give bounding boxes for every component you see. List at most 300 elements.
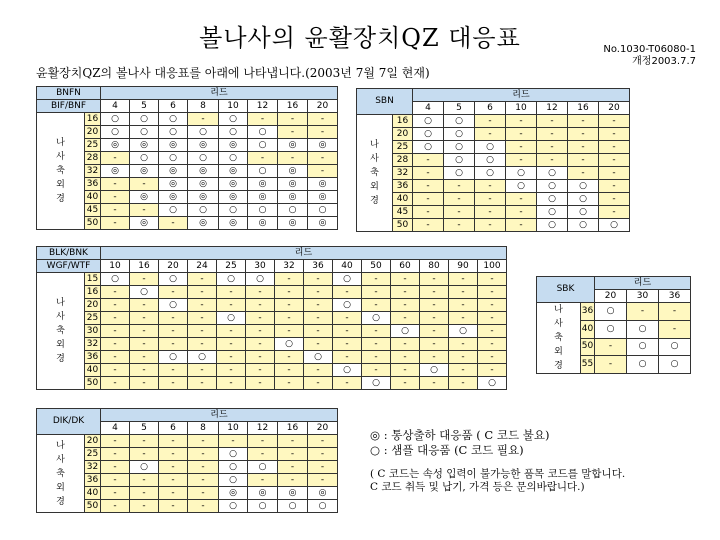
- shaft-diameter-char: 외: [56, 482, 65, 493]
- availability-cell: -: [333, 286, 362, 299]
- availability-cell: -: [444, 219, 475, 232]
- availability-cell: -: [537, 115, 568, 128]
- shaft-diameter-label: [37, 113, 85, 230]
- diameter-value: 16: [85, 113, 101, 126]
- availability-cell: -: [130, 178, 159, 191]
- availability-cell: -: [308, 435, 338, 448]
- availability-cell: -: [308, 165, 338, 178]
- availability-cell: ○: [188, 204, 219, 217]
- availability-cell: ○: [568, 193, 599, 206]
- diameter-value: 40: [85, 487, 101, 500]
- availability-cell: ○: [537, 180, 568, 193]
- table-row: [37, 435, 338, 448]
- availability-cell: -: [444, 180, 475, 193]
- availability-cell: -: [568, 128, 599, 141]
- table-blk: [36, 246, 507, 390]
- availability-cell: -: [362, 351, 391, 364]
- availability-cell: ○: [219, 113, 248, 126]
- availability-cell: -: [304, 364, 333, 377]
- availability-cell: ○: [304, 351, 333, 364]
- availability-cell: ◎: [188, 165, 219, 178]
- table-row: [357, 206, 630, 219]
- availability-cell: ○: [219, 126, 248, 139]
- lead-value: 100: [478, 260, 507, 273]
- revision-date: 개정2003.7.7: [632, 56, 696, 67]
- availability-cell: ○: [413, 128, 444, 141]
- availability-cell: ○: [101, 273, 130, 286]
- availability-cell: -: [101, 448, 130, 461]
- availability-cell: -: [246, 351, 275, 364]
- availability-cell: -: [101, 364, 130, 377]
- lead-value: 4: [101, 100, 130, 113]
- availability-cell: -: [420, 351, 449, 364]
- availability-cell: -: [444, 193, 475, 206]
- availability-cell: -: [478, 338, 507, 351]
- availability-cell: -: [217, 338, 246, 351]
- availability-cell: ○: [362, 377, 391, 390]
- availability-cell: ○: [391, 325, 420, 338]
- table-row: [37, 312, 507, 325]
- availability-cell: ○: [506, 167, 537, 180]
- shaft-diameter-char: 나: [554, 305, 563, 315]
- availability-cell: -: [478, 364, 507, 377]
- availability-cell: -: [537, 141, 568, 154]
- availability-cell: -: [101, 474, 130, 487]
- availability-cell: ○: [278, 500, 308, 513]
- availability-cell: ○: [248, 165, 278, 178]
- availability-cell: -: [159, 500, 188, 513]
- availability-cell: ◎: [308, 178, 338, 191]
- diameter-value: 16: [85, 286, 101, 299]
- diameter-value: 25: [85, 139, 101, 152]
- availability-cell: -: [188, 435, 219, 448]
- availability-cell: ◎: [130, 217, 159, 230]
- availability-cell: -: [219, 435, 248, 448]
- availability-cell: ○: [130, 461, 159, 474]
- availability-cell: ○: [248, 139, 278, 152]
- availability-cell: -: [188, 487, 219, 500]
- availability-cell: ○: [537, 219, 568, 232]
- lead-value: 6: [159, 100, 188, 113]
- availability-cell: -: [449, 312, 478, 325]
- availability-cell: -: [506, 141, 537, 154]
- shaft-diameter-char: 축: [56, 326, 65, 336]
- availability-cell: -: [506, 154, 537, 167]
- availability-cell: -: [420, 377, 449, 390]
- availability-cell: ◎: [278, 487, 308, 500]
- lead-value: 40: [333, 260, 362, 273]
- shaft-diameter-char: 축: [370, 168, 379, 178]
- availability-cell: -: [475, 193, 506, 206]
- availability-cell: -: [278, 435, 308, 448]
- lead-value: 80: [420, 260, 449, 273]
- lead-value: 8: [188, 100, 219, 113]
- availability-cell: -: [188, 273, 217, 286]
- shaft-diameter-char: 나: [56, 298, 65, 308]
- availability-cell: ○: [130, 113, 159, 126]
- lead-header: 리드: [101, 247, 507, 260]
- availability-cell: -: [101, 500, 130, 513]
- shaft-diameter-char: 사: [554, 319, 563, 329]
- availability-cell: -: [391, 377, 420, 390]
- diameter-value: 45: [393, 206, 413, 219]
- availability-cell: ○: [217, 312, 246, 325]
- availability-cell: ◎: [219, 139, 248, 152]
- availability-cell: -: [101, 377, 130, 390]
- lead-value: 10: [219, 422, 248, 435]
- availability-cell: ○: [159, 113, 188, 126]
- availability-cell: ○: [278, 204, 308, 217]
- table-row: [37, 351, 507, 364]
- availability-cell: ◎: [101, 165, 130, 178]
- availability-cell: -: [246, 325, 275, 338]
- availability-cell: -: [449, 351, 478, 364]
- availability-cell: -: [275, 364, 304, 377]
- availability-cell: -: [248, 474, 278, 487]
- availability-cell: ○: [308, 204, 338, 217]
- availability-cell: -: [304, 338, 333, 351]
- availability-cell: -: [101, 487, 130, 500]
- availability-cell: -: [101, 435, 130, 448]
- availability-cell: ○: [248, 204, 278, 217]
- diameter-value: 16: [393, 115, 413, 128]
- availability-cell: ○: [537, 193, 568, 206]
- lead-value: 10: [219, 100, 248, 113]
- availability-cell: ○: [219, 500, 248, 513]
- shaft-diameter-text: [37, 136, 84, 206]
- availability-cell: -: [188, 338, 217, 351]
- availability-cell: -: [506, 115, 537, 128]
- availability-cell: ○: [478, 377, 507, 390]
- availability-cell: ◎: [159, 178, 188, 191]
- availability-cell: -: [304, 377, 333, 390]
- availability-cell: -: [159, 377, 188, 390]
- legend: [370, 428, 625, 494]
- availability-cell: -: [659, 303, 691, 321]
- availability-cell: ○: [219, 448, 248, 461]
- availability-cell: ○: [568, 206, 599, 219]
- availability-cell: -: [101, 286, 130, 299]
- shaft-diameter-char: 외: [56, 340, 65, 350]
- lead-value: 5: [444, 102, 475, 115]
- availability-cell: -: [595, 356, 627, 374]
- availability-cell: -: [188, 474, 219, 487]
- availability-cell: -: [130, 435, 159, 448]
- availability-cell: -: [308, 126, 338, 139]
- availability-cell: ○: [219, 461, 248, 474]
- availability-cell: ◎: [159, 191, 188, 204]
- availability-cell: -: [449, 273, 478, 286]
- availability-cell: ○: [219, 204, 248, 217]
- availability-cell: ○: [275, 338, 304, 351]
- availability-cell: -: [449, 377, 478, 390]
- lead-value: 16: [278, 422, 308, 435]
- availability-cell: -: [599, 128, 630, 141]
- shaft-diameter-char: 경: [56, 194, 65, 204]
- availability-cell: -: [188, 299, 217, 312]
- availability-cell: -: [246, 338, 275, 351]
- corner-label: BLK/BNK: [37, 247, 101, 260]
- availability-cell: ○: [130, 152, 159, 165]
- availability-cell: -: [275, 299, 304, 312]
- availability-cell: -: [101, 152, 130, 165]
- page-title: 볼나사의 윤활장치QZ 대응표: [199, 24, 521, 52]
- shaft-diameter-char: 나: [56, 138, 65, 148]
- table-row: [37, 286, 507, 299]
- shaft-diameter-char: 사: [370, 154, 379, 164]
- availability-cell: ○: [659, 338, 691, 356]
- availability-cell: -: [130, 448, 159, 461]
- availability-cell: ○: [659, 356, 691, 374]
- availability-cell: ○: [444, 128, 475, 141]
- doc-no: No.1030-T06080-1: [603, 44, 696, 55]
- availability-cell: -: [568, 115, 599, 128]
- availability-cell: -: [188, 448, 219, 461]
- availability-cell: ○: [568, 219, 599, 232]
- availability-cell: ○: [449, 325, 478, 338]
- availability-cell: -: [217, 299, 246, 312]
- availability-cell: -: [130, 377, 159, 390]
- table-row: [357, 167, 630, 180]
- availability-cell: -: [278, 461, 308, 474]
- availability-cell: -: [275, 273, 304, 286]
- availability-cell: -: [506, 128, 537, 141]
- availability-cell: ○: [444, 167, 475, 180]
- shaft-diameter-char: 나: [56, 440, 65, 451]
- lead-value: 5: [130, 422, 159, 435]
- shaft-diameter-char: 축: [56, 166, 65, 176]
- availability-cell: -: [275, 312, 304, 325]
- availability-cell: -: [159, 448, 188, 461]
- availability-cell: -: [478, 299, 507, 312]
- availability-cell: -: [391, 364, 420, 377]
- availability-cell: ◎: [219, 487, 248, 500]
- availability-cell: ○: [568, 180, 599, 193]
- shaft-diameter-char: 경: [56, 354, 65, 364]
- availability-cell: -: [391, 299, 420, 312]
- availability-cell: ○: [159, 204, 188, 217]
- availability-cell: ○: [595, 320, 627, 338]
- availability-cell: ◎: [278, 139, 308, 152]
- availability-cell: -: [599, 180, 630, 193]
- shaft-diameter-text: [357, 138, 392, 208]
- availability-cell: -: [599, 115, 630, 128]
- availability-cell: -: [101, 312, 130, 325]
- table-row: [537, 303, 691, 321]
- availability-cell: -: [275, 325, 304, 338]
- availability-cell: -: [188, 325, 217, 338]
- availability-cell: -: [304, 273, 333, 286]
- lead-value: 32: [275, 260, 304, 273]
- availability-cell: -: [333, 338, 362, 351]
- availability-cell: -: [568, 154, 599, 167]
- availability-cell: -: [246, 312, 275, 325]
- availability-cell: -: [130, 500, 159, 513]
- availability-cell: ○: [444, 115, 475, 128]
- availability-cell: -: [413, 193, 444, 206]
- lead-value: 20: [159, 260, 188, 273]
- table-row: [357, 115, 630, 128]
- availability-cell: -: [449, 338, 478, 351]
- availability-cell: -: [413, 219, 444, 232]
- availability-cell: -: [599, 206, 630, 219]
- availability-cell: -: [420, 299, 449, 312]
- availability-cell: -: [275, 377, 304, 390]
- availability-cell: ○: [248, 500, 278, 513]
- corner-label: SBK: [537, 277, 595, 303]
- availability-cell: -: [478, 325, 507, 338]
- availability-cell: -: [101, 325, 130, 338]
- availability-cell: -: [130, 351, 159, 364]
- availability-cell: ○: [219, 474, 248, 487]
- availability-cell: -: [188, 364, 217, 377]
- availability-cell: ◎: [248, 487, 278, 500]
- lead-header: 리드: [413, 89, 630, 102]
- lead-value: 20: [308, 422, 338, 435]
- availability-cell: ◎: [278, 178, 308, 191]
- availability-cell: -: [159, 217, 188, 230]
- availability-cell: ◎: [159, 165, 188, 178]
- availability-cell: -: [217, 377, 246, 390]
- availability-cell: ○: [444, 141, 475, 154]
- availability-cell: -: [275, 286, 304, 299]
- availability-cell: -: [333, 312, 362, 325]
- lead-header: 리드: [101, 409, 338, 422]
- diameter-value: 28: [393, 154, 413, 167]
- availability-cell: -: [506, 206, 537, 219]
- shaft-diameter-text: [37, 439, 84, 509]
- availability-cell: ◎: [219, 178, 248, 191]
- shaft-diameter-char: 외: [56, 180, 65, 190]
- corner-label: SBN: [357, 89, 413, 115]
- availability-cell: -: [599, 193, 630, 206]
- lead-value: 36: [659, 290, 691, 303]
- availability-cell: -: [188, 113, 219, 126]
- lead-value: 60: [391, 260, 420, 273]
- availability-cell: -: [188, 461, 219, 474]
- availability-cell: -: [188, 377, 217, 390]
- availability-cell: -: [333, 377, 362, 390]
- availability-cell: -: [101, 461, 130, 474]
- availability-cell: -: [420, 286, 449, 299]
- shaft-diameter-label: [37, 273, 85, 390]
- diameter-value: 25: [393, 141, 413, 154]
- shaft-diameter-label: [357, 115, 393, 232]
- availability-cell: ○: [159, 126, 188, 139]
- availability-cell: -: [159, 338, 188, 351]
- availability-cell: -: [362, 325, 391, 338]
- availability-cell: ○: [246, 273, 275, 286]
- lead-value: 36: [304, 260, 333, 273]
- table-dik: [36, 408, 338, 513]
- availability-cell: -: [159, 325, 188, 338]
- table-row: [357, 154, 630, 167]
- availability-cell: ○: [188, 152, 219, 165]
- availability-cell: -: [420, 273, 449, 286]
- lead-value: 20: [308, 100, 338, 113]
- availability-cell: -: [130, 312, 159, 325]
- lead-value: 10: [506, 102, 537, 115]
- table-row: [357, 193, 630, 206]
- legend-note-line1: ( C 코드는 속성 입력이 불가능한 품목 코드를 말합니다.: [370, 468, 626, 480]
- shaft-diameter-label: [537, 303, 581, 374]
- diameter-value: 50: [85, 377, 101, 390]
- availability-cell: ○: [219, 152, 248, 165]
- availability-cell: -: [506, 193, 537, 206]
- availability-cell: -: [101, 204, 130, 217]
- availability-cell: ◎: [308, 191, 338, 204]
- diameter-value: 32: [393, 167, 413, 180]
- availability-cell: -: [130, 273, 159, 286]
- availability-cell: -: [568, 141, 599, 154]
- lead-value: 20: [599, 102, 630, 115]
- availability-cell: -: [130, 204, 159, 217]
- diameter-value: 36: [85, 178, 101, 191]
- availability-cell: ○: [159, 299, 188, 312]
- availability-cell: -: [101, 217, 130, 230]
- availability-cell: -: [599, 141, 630, 154]
- availability-cell: -: [188, 286, 217, 299]
- availability-cell: -: [420, 338, 449, 351]
- availability-cell: ○: [130, 286, 159, 299]
- legend-standard: ◎ : 통상출하 대응품 ( C 코드 불요): [370, 428, 550, 442]
- availability-cell: -: [659, 320, 691, 338]
- shaft-diameter-char: 외: [370, 182, 379, 192]
- legend-sample: ○ : 샘플 대응품 (C 코드 필요): [370, 443, 524, 457]
- availability-cell: -: [362, 299, 391, 312]
- availability-cell: -: [506, 219, 537, 232]
- diameter-value: 32: [85, 165, 101, 178]
- availability-cell: -: [308, 152, 338, 165]
- availability-cell: -: [475, 128, 506, 141]
- availability-cell: -: [101, 338, 130, 351]
- availability-cell: ◎: [188, 139, 219, 152]
- table-row: [357, 128, 630, 141]
- diameter-value: 25: [85, 448, 101, 461]
- availability-cell: -: [444, 206, 475, 219]
- availability-cell: ◎: [188, 191, 219, 204]
- availability-cell: -: [362, 286, 391, 299]
- availability-cell: -: [362, 338, 391, 351]
- availability-cell: -: [449, 286, 478, 299]
- shaft-diameter-char: 축: [56, 468, 65, 479]
- availability-cell: ◎: [278, 165, 308, 178]
- diameter-value: 50: [581, 338, 595, 356]
- lead-value: 50: [362, 260, 391, 273]
- availability-cell: -: [130, 487, 159, 500]
- availability-cell: -: [362, 364, 391, 377]
- availability-cell: ○: [475, 167, 506, 180]
- availability-cell: -: [304, 299, 333, 312]
- availability-cell: ◎: [130, 139, 159, 152]
- diameter-value: 36: [85, 351, 101, 364]
- availability-cell: -: [413, 206, 444, 219]
- availability-cell: -: [246, 286, 275, 299]
- availability-cell: ○: [217, 273, 246, 286]
- diameter-value: 50: [85, 500, 101, 513]
- availability-cell: ○: [333, 364, 362, 377]
- availability-cell: ○: [188, 351, 217, 364]
- availability-cell: -: [391, 351, 420, 364]
- availability-cell: ○: [506, 180, 537, 193]
- table-row: [357, 180, 630, 193]
- availability-cell: -: [475, 180, 506, 193]
- table-row: [357, 219, 630, 232]
- shaft-diameter-char: 외: [554, 347, 563, 357]
- lead-value: 90: [449, 260, 478, 273]
- lead-value: 30: [627, 290, 659, 303]
- availability-cell: ○: [308, 500, 338, 513]
